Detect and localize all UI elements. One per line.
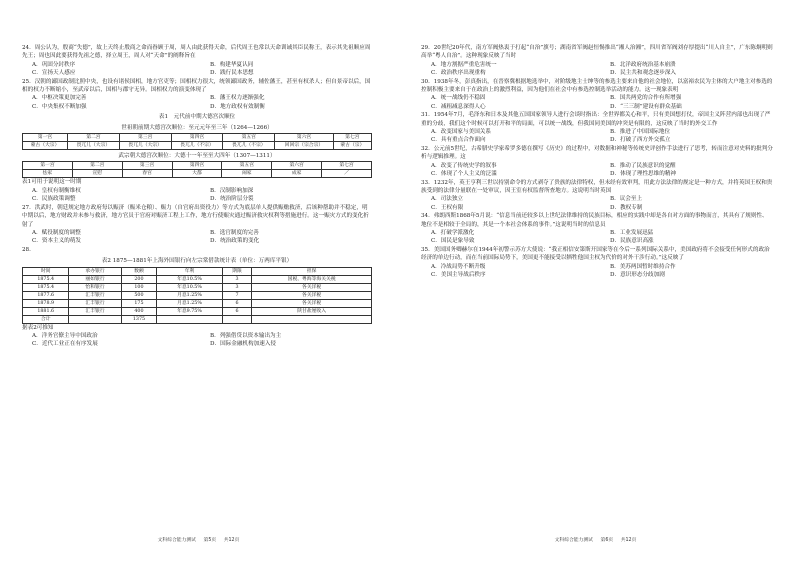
- table-cell: 大都: [172, 170, 222, 178]
- table-cell: 200: [121, 275, 157, 283]
- question-32: [421, 145, 773, 179]
- table-cell: [69, 315, 121, 323]
- table-subtitle: 武宗朝大德宫次顺位：大德十一年至至大四年（1307—1311）: [118, 153, 276, 160]
- option-b: B．推动了民族意识的觉醒: [610, 162, 676, 169]
- table-header-row: [23, 267, 372, 275]
- table-cell: 1875.4: [23, 275, 69, 283]
- question-stem: 31．1954年7月，毛泽东和日本及其他五国国家领导人进行会谈时指出：全世界都关心和平，只有美国想打仗，帝国主义阵营内部也出现了严重的分歧，我们这个时候可以打开和平的局面，可以统一战线，但我国同美国的冲突是有限的，这反映了当时的外交工作: [421, 112, 771, 127]
- question-stem: 25．汉朝的鄙国政制比照中央，也设有诸侯国相，地方官吏等；国相权力很大，统领鄙国政务，辅佐藩王，甚至有权杀人；但自景帝以后，国相的权力不断缩小，至武帝以后，国相与郡守无异。国相权力的演变体现了: [22, 78, 371, 94]
- table-cell: 春宫: [122, 170, 172, 178]
- table-header-cell: 第五宫: [222, 162, 272, 170]
- table-cell: 年息9.75%: [157, 307, 222, 315]
- table-row: [23, 142, 372, 150]
- option-d: D．体现了理性思维的精神: [610, 171, 677, 178]
- option-a: A．洋务官僚主导中国政治: [32, 332, 98, 339]
- option-list: [421, 61, 773, 78]
- table-cell: 6: [222, 307, 252, 315]
- table-cell: 7: [222, 291, 252, 299]
- table-cell: 500: [121, 291, 157, 299]
- table-header-cell: 第七宫: [333, 134, 371, 142]
- option-c: C．减租减息深得人心: [431, 103, 486, 110]
- table-cell: 畏兀儿（大宗）: [68, 142, 120, 150]
- option-c: C．王权有限: [431, 204, 464, 211]
- option-b: B．国共两党的合作有所增强: [610, 95, 682, 102]
- question-33: [421, 179, 773, 213]
- table-cell: 畏兀儿（不宗）: [171, 142, 223, 150]
- table-cell: 1875.4: [23, 283, 69, 291]
- table-cell: 1375: [121, 315, 157, 323]
- table-cell: 各关洋税: [252, 299, 372, 307]
- option-c: C．资本主义的萌发: [32, 238, 82, 245]
- table-cell: 175: [121, 299, 157, 307]
- question-35: [421, 246, 773, 280]
- table-cell: 闹家: [222, 170, 272, 178]
- option-c: C．中央集权不断加强: [32, 103, 87, 110]
- option-list: [421, 263, 773, 280]
- option-c: C．国民是象导致: [431, 238, 475, 245]
- option-a: A．地方割据严重危害统一: [431, 61, 497, 68]
- question-24: [22, 44, 372, 78]
- question-stem: 33．1232年，英王亨利三世以持别命令的方式剥夺了贵族的法律特权，但未经有效审判，用此方法法律的规定是一种方式，并将英国王权和贵族受到的法律分量联在一处审议，因王室有权监督所查地方。这说明当时英国: [421, 179, 773, 194]
- question-30: [421, 78, 773, 112]
- page-footer: [0, 536, 397, 543]
- table-cell: 回回宗（宗合宗）: [275, 142, 334, 150]
- table-header-cell: 第一宫: [23, 162, 73, 170]
- table-cell: 100: [121, 283, 157, 291]
- table-header-cell: 第七宫: [322, 162, 372, 170]
- option-c: C．体现了个人主义的泛滥: [431, 171, 497, 178]
- table-cell: 1878.9: [23, 299, 69, 307]
- table-header-cell: 数额: [121, 267, 157, 275]
- right-column: [421, 44, 773, 279]
- option-b: B．选官制度的完善: [210, 229, 259, 236]
- table-cell: 6: [222, 299, 252, 307]
- table-caption: 表2 1875—1881年上海外国银行向左宗棠借款统计表（单位：万两库平银）: [101, 258, 293, 265]
- table-cell: 怡和银行: [69, 283, 121, 291]
- option-c: C．具有重点合作面向: [431, 137, 486, 144]
- table-1a: [22, 133, 372, 150]
- option-list: [421, 94, 773, 111]
- option-d: D．地方政权有效制衡: [210, 103, 265, 110]
- table-cell: 丽如银行: [69, 275, 121, 283]
- table-cell: 各关洋税: [252, 283, 372, 291]
- option-c: C．政治秩序出现重构: [431, 70, 486, 77]
- option-d: D．统治政策的变化: [210, 238, 260, 245]
- question-stem: 24．周公认为，殷商“失德”，故上天终止殷商之命而眷顾于周，周人由此获得天命，后代周王也常以天命训诫其臣民称王，表示其先祖顺应周先王；周也因此要获得先祖之德，择立周王，周人对“天命”的阐释旨在: [22, 45, 371, 60]
- option-a: A．改变了传统史学的叙事: [431, 162, 497, 169]
- table-header-cell: 第三宫: [122, 162, 172, 170]
- option-c: C．民族政策调整: [32, 196, 76, 203]
- footer-exam-name: 文科综合能力测试: [157, 538, 196, 543]
- option-d: D．教权专制: [610, 204, 643, 211]
- option-a: A．司法独立: [431, 196, 464, 203]
- question-stem: 表1可用于说明这一时期: [22, 179, 82, 186]
- option-d: D．打破了西方外交孤立: [610, 137, 671, 144]
- option-a: A．巩固分封秩序: [32, 61, 76, 68]
- footer-page-total: 共12页: [223, 538, 240, 543]
- option-a: A．赋役制度的调整: [32, 229, 81, 236]
- table-cell: 怯家: [23, 170, 73, 178]
- table-header-cell: 第六宫: [272, 162, 322, 170]
- table-cell: 400: [121, 307, 157, 315]
- table-cell: 年息10.5%: [157, 283, 222, 291]
- option-c: C．近代工业正在有序发展: [32, 341, 98, 348]
- option-a: A．皇权有制衡维权: [32, 187, 81, 194]
- option-list: [421, 162, 773, 179]
- table-header-row: [23, 134, 372, 142]
- question-34: [421, 212, 773, 246]
- question-stem: 35．美国国务卿赫尔在1944年初警示苏方大使说：“我正相信安第斯开国家等在今后一系列国际关系中，美国政府将不会接受任何形式的政治经济的单边行动，而在当前国际局势下，美国更不能接受以牺牲他国主权为代价的对外干涉行动。”这反映了: [421, 246, 770, 262]
- table-header-cell: 第二宫: [68, 134, 120, 142]
- option-a: A．打破学派激化: [431, 229, 475, 236]
- option-list: [22, 229, 372, 246]
- question-stem: 据表2可推知: [22, 324, 54, 331]
- table-header-cell: 承办银行: [69, 267, 121, 275]
- option-d: D．“三三制”建设有群众基础: [610, 103, 682, 110]
- table-header-row: [23, 162, 372, 170]
- option-b: B．构建华夏认同: [210, 61, 254, 68]
- table-cell: ／: [322, 170, 372, 178]
- option-d: D．统治阶层分裂: [210, 196, 254, 203]
- table-subtitle: 世祖朝前期大德宫次顺位：至元元年至三年（1264—1266）: [121, 124, 273, 131]
- table-row: [23, 283, 372, 291]
- question-stem: 27．洪武时，朝廷规定地方政府每以赈济（赈米仓粮）、赈力（自官府出资役力）等方式为底层单人提供赈赡救济，后该种帮助并不稳定，明中期以后，地方财政并未参与救济，地方官员于官府对赈济工程上工作，地方行使赈灾通过赈济救灾权利等措施进行。这一赈灾方式的变化折射了: [22, 204, 369, 228]
- option-a: A．冷战局势不断升级: [431, 263, 486, 270]
- option-d: D．践行民本思想: [210, 70, 254, 77]
- table-cell: [252, 315, 372, 323]
- option-a: A．中枢决策更加完善: [32, 95, 87, 102]
- table-cell: 1877.6: [23, 291, 69, 299]
- table-cell: 各关洋税: [252, 291, 372, 299]
- table-cell: 国税、粤海等海关关税: [252, 275, 372, 283]
- footer-exam-name: 文科综合能力测试: [554, 538, 593, 543]
- question-stem: 30．1938年冬，彭真指出，在晋察冀根据地选举中，对阶级地主士绅等的参选主要来自他的社会地位，以富裕农民为主体的大户地主对参选的控制积极主要来自于在政治上的激烈利益，因为他们在社会中有参选控制选举活动的能力。这一现象表明: [421, 78, 773, 94]
- question-stem: 32．公元前5世纪，古希腊史学家希罗多德在撰写《历史》的过程中，对数据和神秘等传统史评创作手法进行了思考，转而注意对史料的批判分析与逻辑推理。这: [421, 145, 773, 161]
- option-b: B．美苏两国暂时维持合作: [610, 263, 676, 270]
- option-d: D．意识形态分歧加剧: [610, 271, 665, 278]
- page-footer: [397, 536, 794, 543]
- table-cell: 合计: [23, 315, 69, 323]
- table-cell: 宣慰: [72, 170, 122, 178]
- table-header-cell: 第一宫: [23, 134, 68, 142]
- table-header-cell: 担保: [252, 267, 372, 275]
- table-row: [23, 170, 372, 178]
- option-list: [22, 94, 372, 111]
- table-cell: 汇丰银行: [69, 291, 121, 299]
- footer-page-number: 第6页: [600, 538, 614, 543]
- option-list: [22, 61, 372, 78]
- table-cell: 畏兀儿（大宗）: [119, 142, 171, 150]
- question-26: [22, 113, 372, 203]
- table-cell: 畏兀儿（不宗）: [223, 142, 275, 150]
- table-cell: 汇丰银行: [69, 299, 121, 307]
- question-stem: 34．弗朗西斯1868年5月说：“信息当前还较多以上世纪法律维持的民族目标，相应的实践中却是各自对方面的事物而言，其具有了规则性、地位不是相较于全局的，其是一个本社会体系的事件。”这说明当时的信息员: [421, 213, 768, 228]
- question-27: [22, 204, 372, 246]
- table-header-cell: 第三宫: [119, 134, 171, 142]
- option-b: B．工业发展迅猛: [610, 229, 654, 236]
- table-total-row: [23, 315, 372, 323]
- table-header-cell: 年利: [157, 267, 222, 275]
- table-cell: [157, 315, 222, 323]
- footer-page-number: 第5页: [203, 538, 217, 543]
- table-1b: [22, 161, 372, 178]
- question-25: [22, 78, 372, 112]
- table-cell: 年息10.5%: [157, 275, 222, 283]
- option-b: B．议会至上: [610, 196, 643, 203]
- table-cell: 月息1.25%: [157, 299, 222, 307]
- table-row: [23, 299, 372, 307]
- table-header-cell: 时间: [23, 267, 69, 275]
- question-28: [22, 246, 372, 349]
- option-b: B．北洋政府统治基本崩溃: [610, 61, 676, 68]
- option-list: [22, 187, 372, 204]
- footer-page-total: 共12页: [620, 538, 637, 543]
- option-a: A．改变国家与美国关系: [431, 129, 491, 136]
- option-c: C．美国主导战后秩序: [431, 271, 486, 278]
- table-cell: [222, 315, 252, 323]
- option-list: [421, 229, 773, 246]
- option-d: D．国际金融机构加速入侵: [210, 341, 277, 348]
- question-number: 28.: [22, 246, 31, 253]
- table-cell: 月息1.25%: [157, 291, 222, 299]
- option-list: [421, 128, 773, 145]
- exam-page-right: [397, 0, 794, 561]
- option-d: D．民族意识高涨: [610, 238, 654, 245]
- option-c: C．宣扬天人感应: [32, 70, 76, 77]
- option-a: A．统一战线仍不稳固: [431, 95, 486, 102]
- table-cell: 蒙古（大宗）: [23, 142, 68, 150]
- table-row: [23, 291, 372, 299]
- table-row: [23, 307, 372, 315]
- table-header-cell: 第四宫: [172, 162, 222, 170]
- table-cell: 蒙古（宗）: [333, 142, 371, 150]
- table-cell: 成家: [272, 170, 322, 178]
- table-cell: 3: [222, 283, 252, 291]
- table-cell: 陕甘盐厘收入: [252, 307, 372, 315]
- table-cell: 汇丰银行: [69, 307, 121, 315]
- option-list: [22, 332, 372, 349]
- table-header-cell: 第五宫: [223, 134, 275, 142]
- table-2: [22, 267, 372, 324]
- option-b: B．推进了中国国际地位: [610, 129, 671, 136]
- question-31: [421, 111, 773, 145]
- option-b: B．藩王权力逐渐强化: [210, 95, 265, 102]
- question-29: [421, 44, 773, 78]
- table-header-cell: 第四宫: [171, 134, 223, 142]
- option-b: B．汉制影响加深: [210, 187, 254, 194]
- option-d: D．民主共和观念逐步深入: [610, 70, 677, 77]
- option-b: B．列强借贷以资本输出为主: [210, 332, 282, 339]
- table-header-cell: 第二宫: [72, 162, 122, 170]
- question-stem: 29．20世纪20年代，南方军阀热衷于打起“自治”旗号；湖南省军阀赵恒惕推出“湘人治湘”，四川省军阀刘存厚提出“川人自主”，广东陈炯明则高举“粤人自治”。这种现象反映了当时: [421, 45, 773, 60]
- table-cell: 3: [222, 275, 252, 283]
- option-list: [421, 195, 773, 212]
- table-cell: 1881.6: [23, 307, 69, 315]
- table-header-cell: 期限: [222, 267, 252, 275]
- table-header-cell: 第六宫: [275, 134, 334, 142]
- table-title: 表1 元代前中期大德宫次顺位: [158, 114, 236, 121]
- left-column: [22, 44, 372, 349]
- table-row: [23, 275, 372, 283]
